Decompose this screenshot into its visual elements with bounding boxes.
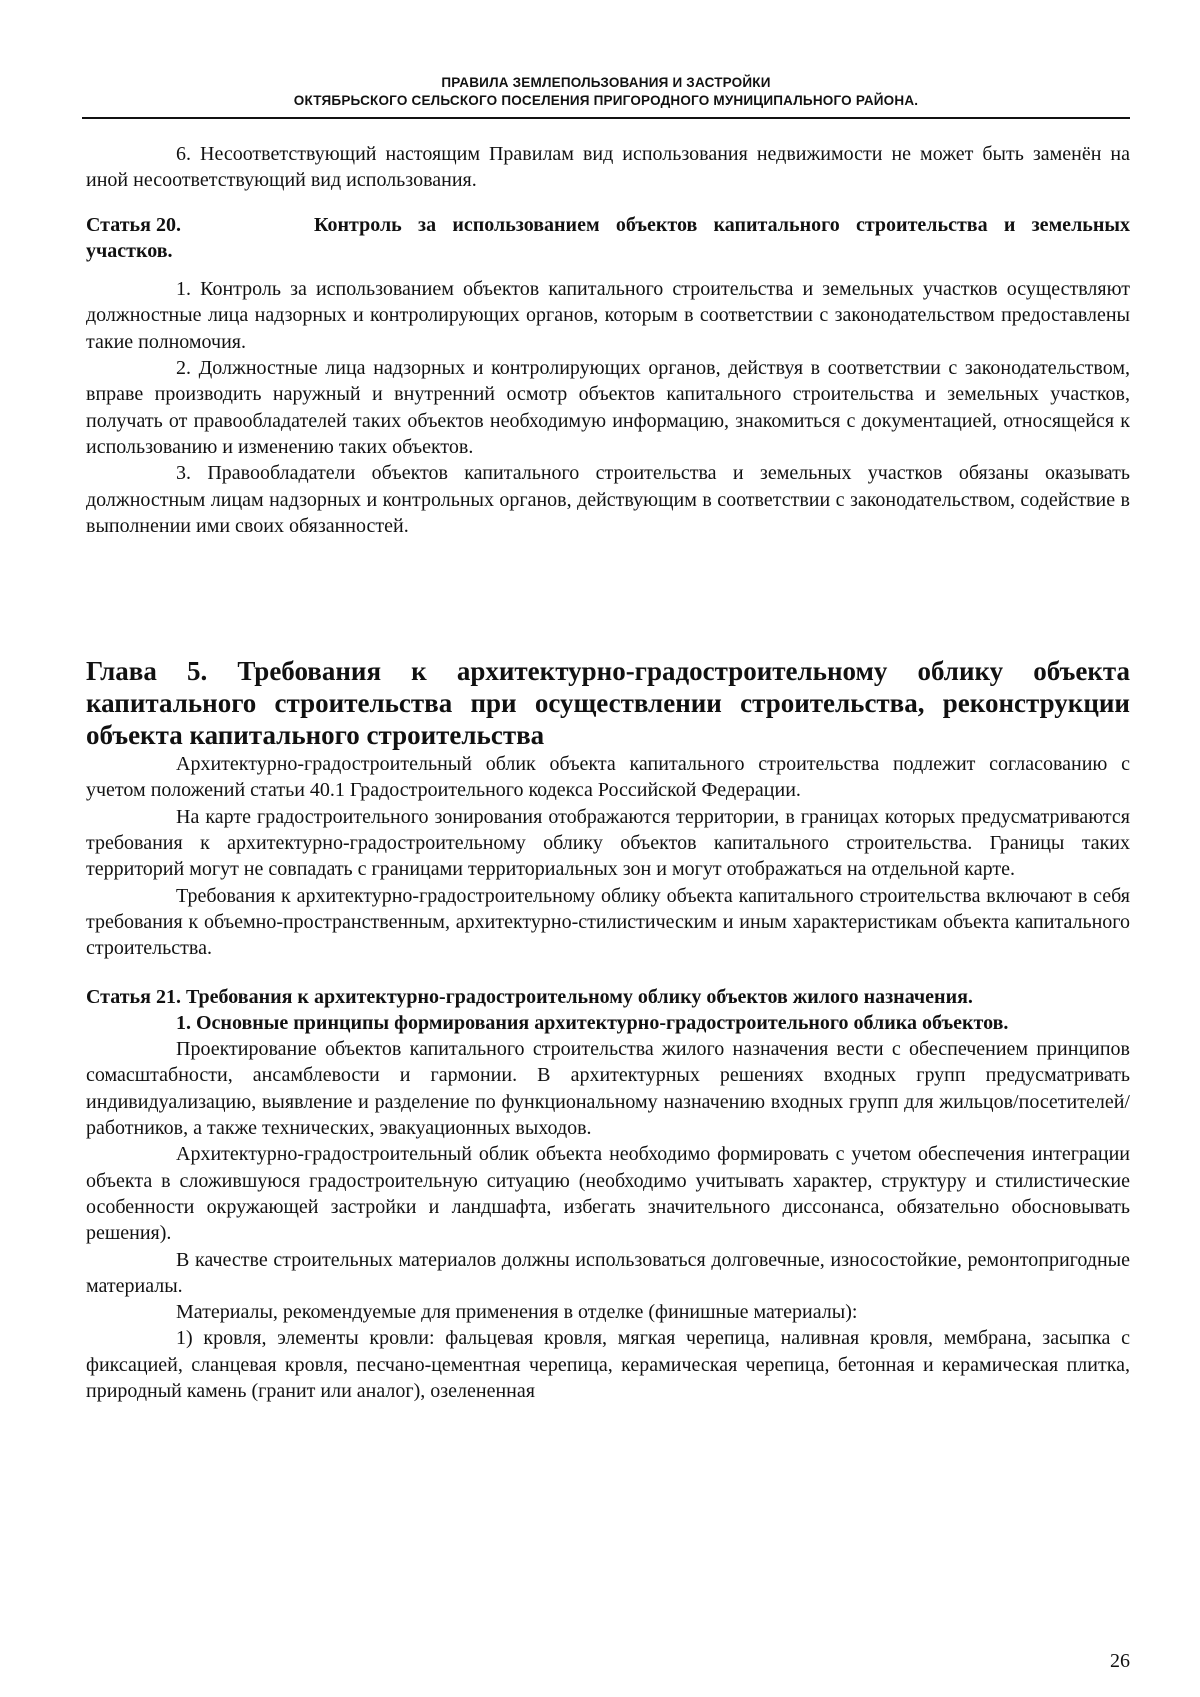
article-21-section-1-title: 1. Основные принципы формирования архитектурно-градостроительного облика объектов. <box>176 1011 1009 1034</box>
article-21-paragraph-4: Материалы, рекомендуемые для применения в отделке (финишные материалы): <box>176 1301 858 1324</box>
article-20-heading <box>86 212 1130 265</box>
article-20-title: Контроль за использованием объектов капитального строительства и земельных участков. <box>86 213 1130 262</box>
running-header <box>82 74 1130 110</box>
chapter-5-paragraph-3: Требования к архитектурно-градостроительному облику объекта капитального строительства включают в себя требования к объемно-пространственным, архитектурно-стилистическим и иным характеристикам объекта капитального строительства. <box>86 884 1130 960</box>
article-20-paragraph-1: 1. Контроль за использованием объектов капитального строительства и земельных участков осуществляют должностные лица надзорных и контролирующих органов, которым в соответствии с законодательством предоставлены такие полномочия. <box>86 278 1130 353</box>
article-21-title: Статья 21. Требования к архитектурно-градостроительному облику объектов жилого назначения. <box>86 985 973 1008</box>
header-divider <box>82 117 1130 119</box>
header-line-2: ОКТЯБРЬСКОГО СЕЛЬСКОГО ПОСЕЛЕНИЯ ПРИГОРОДНОГО МУНИЦИПАЛЬНОГО РАЙОНА. <box>293 93 919 108</box>
page-number: 26 <box>1110 1650 1130 1672</box>
intro-paragraph: 6. Несоответствующий настоящим Правилам вид использования недвижимости не может быть заменён на иной несоответствующий вид использования. <box>86 143 1130 192</box>
article-21-paragraph-1: Проектирование объектов капитального строительства жилого назначения вести с обеспечением принципов сомасштабности, ансамблевости и гармонии. В архитектурных решениях входных групп предусматривать индивидуализацию, выявление и разделение по функциональному назначению входных групп для жильцов/посетителей/работников, а также технических, эвакуационных выходов. <box>86 1038 1130 1140</box>
article-20-paragraph-3: 3. Правообладатели объектов капитального строительства и земельных участков обязаны оказывать должностным лицам надзорных и контрольных органов, действующим в соответствии с законодательством, содействие в выполнении ими своих обязанностей. <box>86 462 1130 537</box>
chapter-5-paragraph-1: Архитектурно-градостроительный облик объекта капитального строительства подлежит согласованию с учетом положений статьи 40.1 Градостроительного кодекса Российской Федерации. <box>86 753 1130 802</box>
header-line-1: ПРАВИЛА ЗЕМЛЕПОЛЬЗОВАНИЯ И ЗАСТРОЙКИ <box>441 75 771 90</box>
article-21-paragraph-2: Архитектурно-градостроительный облик объекта необходимо формировать с учетом обеспечения интеграции объекта в сложившуюся градостроительную ситуацию (необходимо учитывать характер, структуру и стилистические особенности окружающей застройки и ландшафта, избегать значительного диссонанса, обязательно обосновывать решения). <box>86 1143 1130 1245</box>
article-21-paragraph-5: 1) кровля, элементы кровли: фальцевая кровля, мягкая черепица, наливная кровля, мембрана, засыпка с фиксацией, сланцевая кровля, песчано-цементная черепица, керамическая черепица, бетонная и керамическая плитка, природный камень (гранит или аналог), озелененная <box>86 1327 1130 1402</box>
chapter-5-paragraph-2: На карте градостроительного зонирования отображаются территории, в границах которых предусматриваются требования к архитектурно-градостроительному облику объектов капитального строительства. Границы таких территорий могут не совпадать с границами территориальных зон и могут отображаться на отдельной карте. <box>86 805 1130 881</box>
article-20-paragraph-2: 2. Должностные лица надзорных и контролирующих органов, действуя в соответствии с законодательством, вправе производить наружный и внутренний осмотр объектов капитального строительства и земельных участков, получать от правообладателей таких объектов необходимую информацию, знакомиться с документацией, относящейся к использованию и изменению таких объектов. <box>86 357 1130 458</box>
article-21-paragraph-3: В качестве строительных материалов должны использоваться долговечные, износостойкие, ремонтопригодные материалы. <box>86 1248 1130 1297</box>
document-body <box>86 141 1130 1404</box>
chapter-5-title: Глава 5. Требования к архитектурно-градостроительному облику объекта капитального строительства при осуществлении строительства, реконструкции объекта капитального строительства <box>86 656 1130 751</box>
article-20-number: Статья 20. <box>86 213 181 236</box>
